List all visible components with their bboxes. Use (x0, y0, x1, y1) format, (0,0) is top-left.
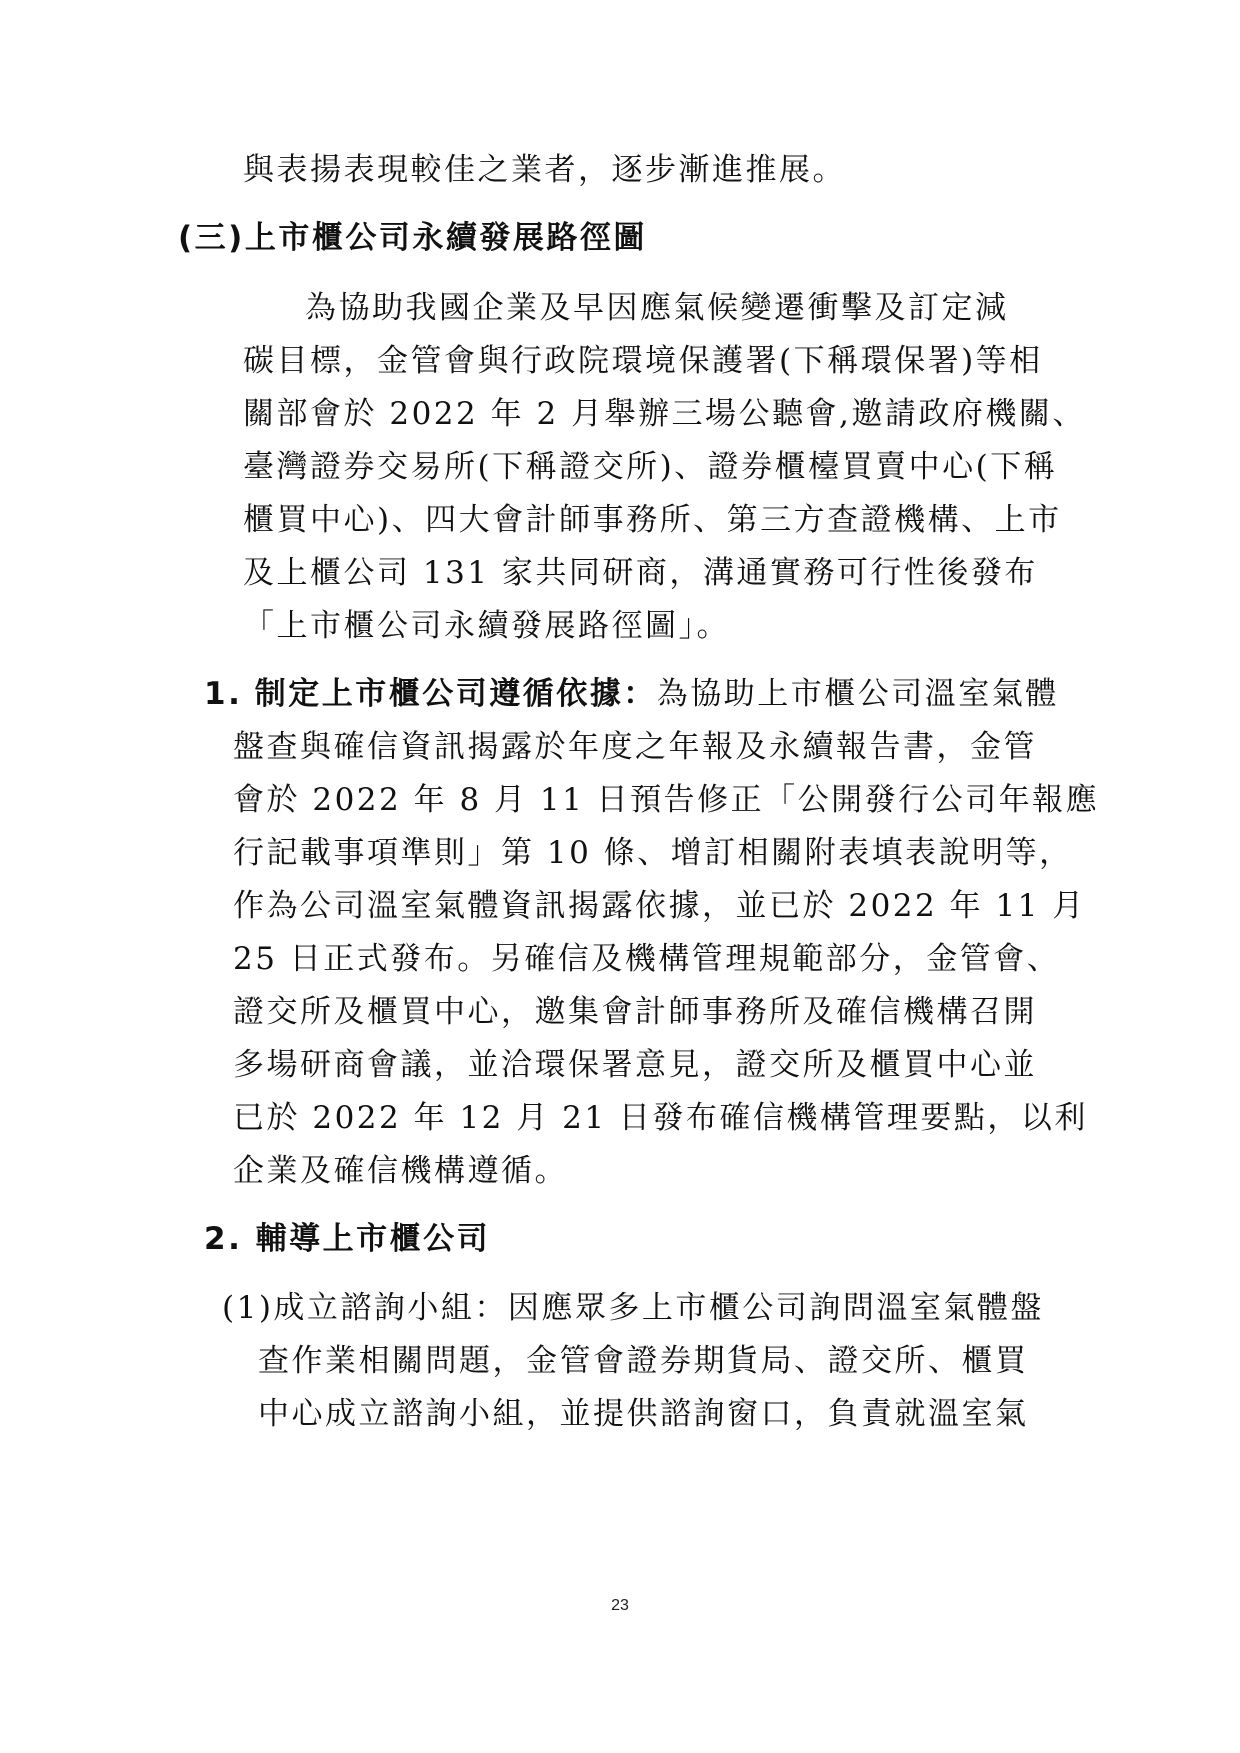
paragraph-line: 關部會於 2022 年 2 月舉辦三場公聽會,邀請政府機關、 (243, 396, 1086, 432)
sub-item-1-line: 查作業相關問題，金管會證券期貨局、證交所、櫃買 (258, 1343, 1029, 1379)
sub-item-1-line: 中心成立諮詢小組，並提供諮詢窗口，負責就溫室氣 (258, 1396, 1029, 1432)
paragraph-line: 「上市櫃公司永續發展路徑圖」。 (243, 608, 730, 644)
item-1-line: 盤查與確信資訊揭露於年度之年報及永續報告書，金管 (233, 729, 1037, 765)
paragraph-line: 碳目標，金管會與行政院環境保護署(下稱環保署)等相 (243, 343, 1043, 379)
item-1-heading: 制定上市櫃公司遵循依據： (254, 676, 657, 712)
item-1-line: 多場研商會議，並洽環保署意見，證交所及櫃買中心並 (233, 1047, 1037, 1083)
item-1-number: 1. (204, 676, 243, 712)
item-1-first-line-text: 為協助上市櫃公司溫室氣體 (656, 676, 1059, 712)
item-2-heading: 2. 輔導上市櫃公司 (204, 1221, 491, 1257)
item-1-line: 25 日正式發布。另確信及機構管理規範部分，金管會、 (233, 941, 1061, 977)
item-1-line: 會於 2022 年 8 月 11 日預告修正「公開發行公司年報應 (233, 782, 1100, 818)
paragraph-line: 臺灣證券交易所(下稱證交所)、證券櫃檯買賣中心(下稱 (243, 449, 1058, 485)
paragraph-line: 及上櫃公司 131 家共同研商，溝通實務可行性後發布 (243, 555, 1038, 591)
paragraph-line: 為協助我國企業及早因應氣候變遷衝擊及訂定減 (305, 290, 1009, 326)
sub-item-1-line: (1)成立諮詢小組：因應眾多上市櫃公司詢問溫室氣體盤 (222, 1290, 1044, 1326)
item-1-line: 已於 2022 年 12 月 21 日發布確信機構管理要點，以利 (233, 1100, 1088, 1136)
paragraph-line: 櫃買中心)、四大會計師事務所、第三方查證機構、上市 (243, 502, 1062, 538)
item-1-line: 證交所及櫃買中心，邀集會計師事務所及確信機構召開 (233, 994, 1037, 1030)
item-1-line: 作為公司溫室氣體資訊揭露依據，並已於 2022 年 11 月 (233, 888, 1086, 924)
item-1-line: 企業及確信機構遵循。 (233, 1153, 568, 1189)
item-1-line: 行記載事項準則」第 10 條、增訂相關附表填表說明等， (233, 835, 1073, 871)
page-number: 23 (611, 1597, 629, 1614)
intro-line: 與表揚表現較佳之業者，逐步漸進推展。 (243, 152, 846, 188)
item-1-first-line (204, 674, 1059, 714)
section-heading: (三)上市櫃公司永續發展路徑圖 (178, 220, 647, 256)
